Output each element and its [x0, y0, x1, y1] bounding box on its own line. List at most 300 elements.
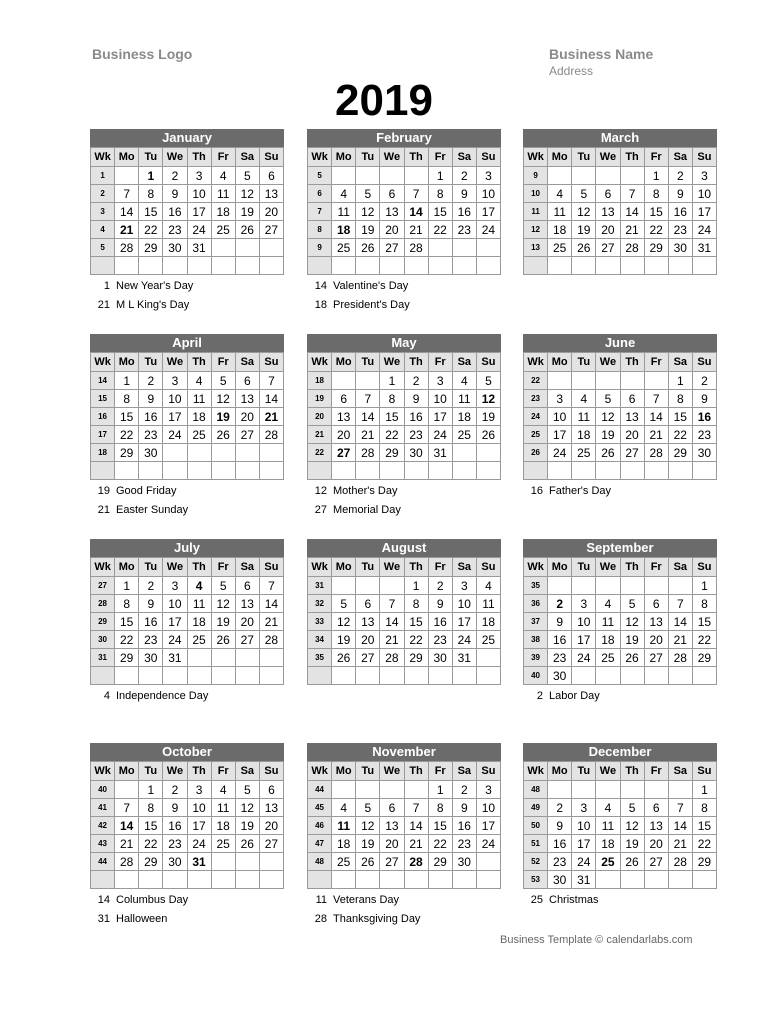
day-cell: 12 — [235, 799, 259, 817]
day-cell: 17 — [548, 426, 572, 444]
day-cell: 15 — [139, 817, 163, 835]
holiday-list — [92, 687, 292, 706]
day-cell: 20 — [596, 221, 620, 239]
day-cell: 28 — [259, 631, 283, 649]
week-row — [308, 203, 501, 221]
empty-day-cell — [452, 871, 476, 889]
week-number — [524, 257, 548, 275]
holiday-item — [309, 501, 509, 520]
empty-day-cell — [452, 239, 476, 257]
empty-day-cell — [548, 257, 572, 275]
day-cell: 26 — [596, 444, 620, 462]
day-cell: 2 — [428, 577, 452, 595]
day-cell: 18 — [572, 426, 596, 444]
day-cell: 16 — [163, 817, 187, 835]
weekday-header: Tu — [356, 558, 380, 577]
day-cell: 21 — [259, 613, 283, 631]
day-cell: 24 — [187, 835, 211, 853]
week-number: 44 — [308, 781, 332, 799]
empty-day-cell — [572, 372, 596, 390]
holiday-item — [309, 277, 509, 296]
day-cell: 5 — [235, 167, 259, 185]
day-cell: 14 — [380, 613, 404, 631]
day-cell: 28 — [668, 853, 692, 871]
day-cell: 16 — [548, 835, 572, 853]
month-july — [90, 539, 284, 685]
weekday-header: Fr — [211, 148, 235, 167]
day-cell: 8 — [380, 390, 404, 408]
day-cell: 8 — [668, 390, 692, 408]
holiday-list — [525, 891, 725, 910]
holiday-date: 25 — [530, 894, 543, 906]
weekday-header: Th — [187, 353, 211, 372]
empty-day-cell — [620, 577, 644, 595]
week-number: 16 — [91, 408, 115, 426]
day-cell: 30 — [163, 853, 187, 871]
week-row — [91, 221, 284, 239]
day-cell: 3 — [187, 167, 211, 185]
holiday-list — [309, 277, 509, 315]
day-cell: 4 — [187, 372, 211, 390]
day-cell: 14 — [644, 408, 668, 426]
weekday-header: Mo — [332, 353, 356, 372]
day-cell: 15 — [404, 613, 428, 631]
month-title: November — [307, 743, 501, 761]
day-cell: 27 — [259, 835, 283, 853]
empty-day-cell — [548, 372, 572, 390]
month-march — [523, 129, 717, 275]
day-cell: 19 — [211, 408, 235, 426]
empty-day-cell — [187, 667, 211, 685]
empty-day-cell — [476, 853, 500, 871]
holiday-name: Valentine's Day — [333, 280, 409, 292]
month-february — [307, 129, 501, 275]
day-cell: 18 — [332, 221, 356, 239]
day-cell: 4 — [332, 185, 356, 203]
day-cell: 30 — [692, 444, 716, 462]
holiday-name: Independence Day — [116, 690, 209, 702]
week-row — [91, 203, 284, 221]
week-row — [308, 257, 501, 275]
empty-day-cell — [404, 257, 428, 275]
day-cell: 9 — [428, 595, 452, 613]
weekday-header: Fr — [428, 558, 452, 577]
month-november — [307, 743, 501, 889]
week-row — [91, 595, 284, 613]
day-cell: 17 — [572, 631, 596, 649]
day-cell: 31 — [187, 239, 211, 257]
week-number: 33 — [308, 613, 332, 631]
day-cell: 18 — [452, 408, 476, 426]
week-number: 3 — [91, 203, 115, 221]
empty-day-cell — [163, 444, 187, 462]
day-cell: 26 — [235, 835, 259, 853]
empty-day-cell — [596, 257, 620, 275]
day-cell: 14 — [115, 817, 139, 835]
day-cell: 19 — [235, 817, 259, 835]
empty-day-cell — [404, 167, 428, 185]
footer-credit: Business Template © calendarlabs.com — [500, 934, 693, 946]
day-cell: 2 — [548, 799, 572, 817]
week-row — [524, 408, 717, 426]
day-cell: 23 — [139, 631, 163, 649]
empty-day-cell — [235, 871, 259, 889]
week-number: 29 — [91, 613, 115, 631]
day-cell: 28 — [115, 239, 139, 257]
day-cell: 7 — [380, 595, 404, 613]
weekday-header: We — [163, 762, 187, 781]
day-cell: 2 — [139, 372, 163, 390]
month-august — [307, 539, 501, 685]
day-cell: 8 — [428, 799, 452, 817]
day-cell: 18 — [187, 408, 211, 426]
day-cell: 19 — [211, 613, 235, 631]
day-cell: 1 — [139, 167, 163, 185]
empty-day-cell — [692, 462, 716, 480]
day-cell: 13 — [259, 799, 283, 817]
day-cell: 23 — [163, 835, 187, 853]
month-grid — [523, 147, 717, 275]
day-cell: 5 — [476, 372, 500, 390]
month-october — [90, 743, 284, 889]
weekday-header: Sa — [235, 148, 259, 167]
day-cell: 22 — [115, 426, 139, 444]
day-cell: 28 — [356, 444, 380, 462]
week-number: 5 — [91, 239, 115, 257]
empty-day-cell — [452, 667, 476, 685]
holiday-item — [92, 482, 292, 501]
week-number: 20 — [308, 408, 332, 426]
empty-day-cell — [452, 462, 476, 480]
empty-day-cell — [476, 257, 500, 275]
weekday-header: Fr — [211, 762, 235, 781]
day-cell: 20 — [380, 835, 404, 853]
day-cell: 23 — [668, 221, 692, 239]
empty-day-cell — [380, 667, 404, 685]
day-cell: 9 — [452, 799, 476, 817]
empty-day-cell — [163, 667, 187, 685]
month-title: May — [307, 334, 501, 352]
day-cell: 11 — [476, 595, 500, 613]
empty-day-cell — [259, 444, 283, 462]
day-cell: 4 — [211, 167, 235, 185]
week-row — [91, 426, 284, 444]
empty-day-cell — [620, 257, 644, 275]
week-number: 36 — [524, 595, 548, 613]
day-cell: 2 — [139, 577, 163, 595]
holiday-date: 14 — [314, 280, 327, 292]
empty-day-cell — [428, 462, 452, 480]
day-cell: 13 — [235, 390, 259, 408]
calendar-year: 2019 — [335, 76, 433, 125]
empty-day-cell — [380, 167, 404, 185]
holiday-date: 16 — [530, 485, 543, 497]
day-cell: 22 — [115, 631, 139, 649]
week-number: 53 — [524, 871, 548, 889]
day-cell: 16 — [139, 408, 163, 426]
week-number: 42 — [91, 817, 115, 835]
day-cell: 25 — [572, 444, 596, 462]
weekday-header: Su — [259, 558, 283, 577]
empty-day-cell — [380, 781, 404, 799]
day-cell: 13 — [356, 613, 380, 631]
week-row — [91, 390, 284, 408]
week-number: 21 — [308, 426, 332, 444]
week-number: 35 — [524, 577, 548, 595]
empty-day-cell — [596, 871, 620, 889]
week-row — [308, 595, 501, 613]
day-cell: 23 — [452, 835, 476, 853]
empty-day-cell — [187, 871, 211, 889]
day-cell: 30 — [404, 444, 428, 462]
day-cell: 2 — [163, 167, 187, 185]
month-title: February — [307, 129, 501, 147]
empty-day-cell — [259, 462, 283, 480]
day-cell: 16 — [452, 817, 476, 835]
empty-day-cell — [596, 781, 620, 799]
day-cell: 9 — [139, 595, 163, 613]
holiday-item — [525, 891, 725, 910]
day-cell: 6 — [235, 372, 259, 390]
week-row — [524, 835, 717, 853]
day-cell: 3 — [692, 167, 716, 185]
day-cell: 25 — [476, 631, 500, 649]
week-number-header: Wk — [91, 558, 115, 577]
weekday-header: Tu — [356, 762, 380, 781]
day-cell: 24 — [548, 444, 572, 462]
empty-day-cell — [235, 257, 259, 275]
day-cell: 16 — [428, 613, 452, 631]
day-cell: 23 — [163, 221, 187, 239]
day-cell: 21 — [668, 835, 692, 853]
day-cell: 24 — [476, 221, 500, 239]
day-cell: 26 — [356, 239, 380, 257]
empty-day-cell — [380, 871, 404, 889]
week-number: 40 — [524, 667, 548, 685]
day-cell: 18 — [211, 203, 235, 221]
empty-day-cell — [115, 462, 139, 480]
holiday-date: 11 — [315, 894, 327, 906]
holiday-list — [92, 277, 292, 315]
week-row — [91, 667, 284, 685]
empty-day-cell — [235, 462, 259, 480]
day-cell: 3 — [572, 799, 596, 817]
day-cell: 29 — [668, 444, 692, 462]
day-cell: 4 — [476, 577, 500, 595]
empty-day-cell — [115, 167, 139, 185]
day-cell: 22 — [668, 426, 692, 444]
day-cell: 5 — [356, 185, 380, 203]
day-cell: 10 — [692, 185, 716, 203]
day-cell: 20 — [356, 631, 380, 649]
day-cell: 20 — [235, 408, 259, 426]
weekday-header: We — [380, 353, 404, 372]
day-cell: 29 — [692, 853, 716, 871]
empty-day-cell — [211, 871, 235, 889]
week-number: 13 — [524, 239, 548, 257]
month-title: July — [90, 539, 284, 557]
empty-day-cell — [644, 577, 668, 595]
day-cell: 28 — [404, 239, 428, 257]
empty-day-cell — [668, 781, 692, 799]
month-grid — [307, 147, 501, 275]
holiday-name: Labor Day — [549, 690, 600, 702]
month-april — [90, 334, 284, 480]
day-cell: 2 — [404, 372, 428, 390]
day-cell: 25 — [187, 426, 211, 444]
week-number — [308, 257, 332, 275]
empty-day-cell — [596, 462, 620, 480]
week-number: 9 — [524, 167, 548, 185]
weekday-header: Su — [476, 558, 500, 577]
day-cell: 3 — [572, 595, 596, 613]
week-number — [91, 667, 115, 685]
day-cell: 13 — [332, 408, 356, 426]
day-cell: 3 — [163, 372, 187, 390]
business-logo-placeholder: Business Logo — [92, 46, 193, 62]
month-june — [523, 334, 717, 480]
day-cell: 12 — [620, 613, 644, 631]
weekday-header: We — [596, 353, 620, 372]
weekday-header: Tu — [356, 148, 380, 167]
empty-day-cell — [620, 667, 644, 685]
day-cell: 23 — [452, 221, 476, 239]
weekday-header: Fr — [428, 148, 452, 167]
day-cell: 17 — [163, 408, 187, 426]
weekday-header: Th — [187, 148, 211, 167]
empty-day-cell — [356, 372, 380, 390]
weekday-header: Fr — [428, 762, 452, 781]
week-row — [91, 835, 284, 853]
day-cell: 28 — [404, 853, 428, 871]
day-cell: 31 — [428, 444, 452, 462]
week-row — [524, 239, 717, 257]
day-cell: 7 — [668, 595, 692, 613]
day-cell: 27 — [235, 426, 259, 444]
week-row — [524, 577, 717, 595]
day-cell: 17 — [572, 835, 596, 853]
day-cell: 10 — [187, 799, 211, 817]
week-row — [308, 799, 501, 817]
day-cell: 1 — [692, 781, 716, 799]
day-cell: 14 — [259, 390, 283, 408]
day-cell: 13 — [644, 817, 668, 835]
day-cell: 27 — [644, 853, 668, 871]
weekday-header: Th — [404, 353, 428, 372]
week-row — [524, 185, 717, 203]
day-cell: 12 — [356, 817, 380, 835]
month-title: December — [523, 743, 717, 761]
holiday-name: New Year's Day — [116, 280, 194, 292]
day-cell: 9 — [163, 185, 187, 203]
day-cell: 20 — [380, 221, 404, 239]
week-row — [524, 781, 717, 799]
holiday-name: Halloween — [116, 913, 168, 925]
weekday-header: We — [596, 558, 620, 577]
month-title: October — [90, 743, 284, 761]
day-cell: 2 — [452, 781, 476, 799]
empty-day-cell — [572, 167, 596, 185]
weekday-header: Tu — [572, 353, 596, 372]
holiday-item — [309, 482, 509, 501]
weekday-header: Mo — [332, 148, 356, 167]
day-cell: 10 — [163, 595, 187, 613]
weekday-header: Mo — [548, 558, 572, 577]
week-row — [308, 649, 501, 667]
week-number — [308, 871, 332, 889]
week-row — [91, 871, 284, 889]
empty-day-cell — [596, 577, 620, 595]
weekday-header: Fr — [644, 353, 668, 372]
day-cell: 22 — [139, 835, 163, 853]
day-cell: 15 — [692, 817, 716, 835]
day-cell: 27 — [259, 221, 283, 239]
day-cell: 10 — [572, 613, 596, 631]
weekday-header: We — [380, 558, 404, 577]
holiday-date: 19 — [97, 485, 110, 497]
holiday-list — [92, 891, 292, 929]
weekday-header: We — [596, 762, 620, 781]
day-cell: 7 — [259, 577, 283, 595]
day-cell: 14 — [115, 203, 139, 221]
week-number: 5 — [308, 167, 332, 185]
day-cell: 27 — [235, 631, 259, 649]
weekday-header: Th — [187, 558, 211, 577]
holiday-name: Mother's Day — [333, 485, 398, 497]
day-cell: 12 — [235, 185, 259, 203]
day-cell: 19 — [572, 221, 596, 239]
day-cell: 22 — [644, 221, 668, 239]
day-cell: 18 — [476, 613, 500, 631]
empty-day-cell — [620, 372, 644, 390]
week-row — [91, 613, 284, 631]
week-row — [524, 631, 717, 649]
weekday-header: Th — [404, 558, 428, 577]
empty-day-cell — [596, 667, 620, 685]
weekday-header: Su — [259, 353, 283, 372]
holiday-name: Veterans Day — [333, 894, 400, 906]
empty-day-cell — [211, 667, 235, 685]
day-cell: 10 — [476, 799, 500, 817]
day-cell: 1 — [692, 577, 716, 595]
day-cell: 19 — [620, 631, 644, 649]
day-cell: 21 — [404, 835, 428, 853]
week-row — [524, 372, 717, 390]
day-cell: 12 — [476, 390, 500, 408]
day-cell: 26 — [211, 631, 235, 649]
day-cell: 25 — [596, 649, 620, 667]
empty-day-cell — [332, 167, 356, 185]
month-title: March — [523, 129, 717, 147]
day-cell: 18 — [596, 835, 620, 853]
weekday-header: Mo — [332, 558, 356, 577]
weekday-header: Su — [259, 762, 283, 781]
weekday-header: We — [380, 148, 404, 167]
week-number: 24 — [524, 408, 548, 426]
empty-day-cell — [211, 853, 235, 871]
empty-day-cell — [115, 871, 139, 889]
week-row — [91, 853, 284, 871]
day-cell: 14 — [404, 817, 428, 835]
week-number: 50 — [524, 817, 548, 835]
empty-day-cell — [572, 462, 596, 480]
day-cell: 6 — [235, 577, 259, 595]
week-row — [524, 667, 717, 685]
day-cell: 11 — [596, 817, 620, 835]
week-number: 15 — [91, 390, 115, 408]
day-cell: 30 — [428, 649, 452, 667]
empty-day-cell — [235, 444, 259, 462]
